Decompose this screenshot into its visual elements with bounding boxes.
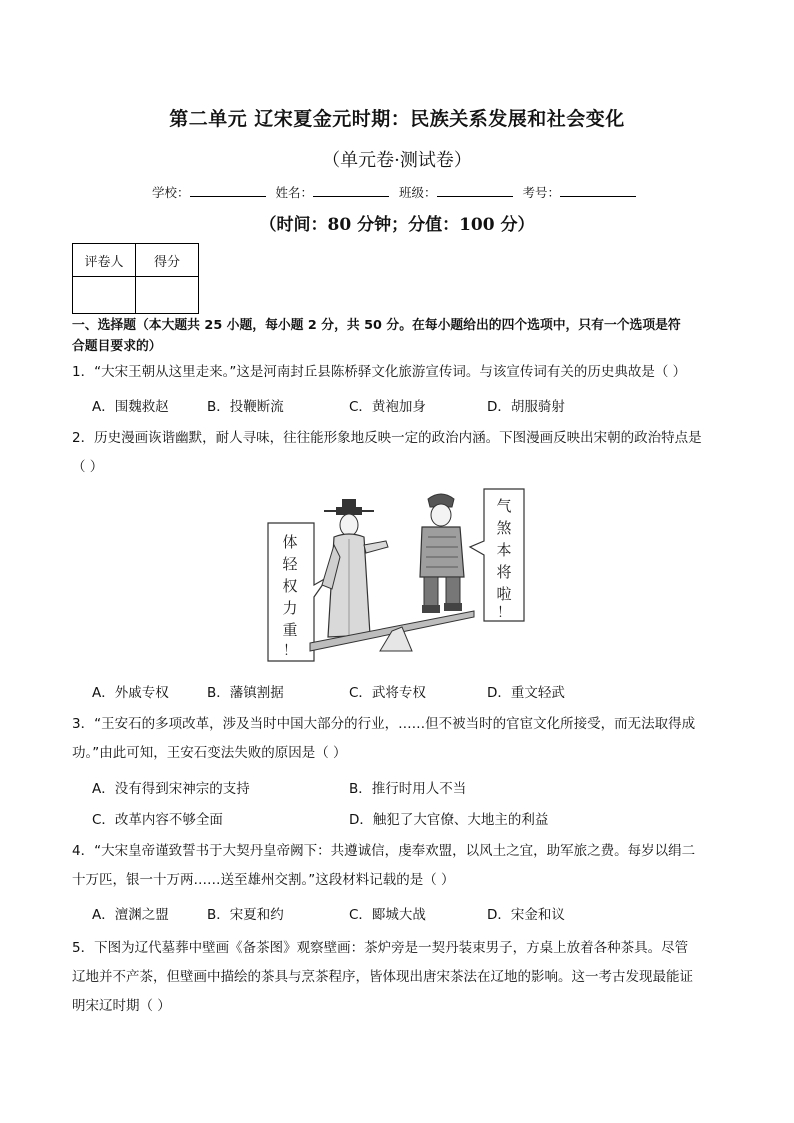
school-label: 学校： (151, 185, 190, 200)
score-header: 得分 (136, 244, 199, 277)
number-blank[interactable] (560, 184, 636, 197)
right-bubble-char-2: 煞 (496, 519, 512, 537)
page-title: 第二单元 辽宋夏金元时期：民族关系发展和社会变化 (169, 108, 625, 130)
question-5-text-cont-2: 明宋辽时期（ ） (72, 998, 171, 1014)
right-bubble-char-6: ！ (497, 605, 511, 621)
section-heading: 一、选择题（本大题共 25 小题，每小题 2 分，共 50 分。在每小题给出的四个选项中，只有一个选项是符 (72, 318, 681, 333)
q3-option-c[interactable]: C．改革内容不够全面 (92, 812, 223, 828)
number-label: 考号： (522, 185, 560, 200)
question-2-text-cont: （ ） (72, 459, 104, 475)
scholar-official-figure (322, 499, 388, 637)
section-heading-cont: 合题目要求的） (72, 339, 162, 354)
military-general-figure (420, 494, 464, 613)
question-1-text: 1．“大宋王朝从这里走来。”这是河南封丘县陈桥驿文化旅游宣传词。与该宣传词有关的历史典故是（ ） (72, 364, 687, 380)
right-bubble-char-1: 气 (496, 497, 512, 515)
left-bubble-char-6: ！ (283, 643, 297, 659)
right-bubble-char-5: 啦 (496, 585, 512, 603)
q4-option-a[interactable]: A．澶渊之盟 (92, 907, 169, 923)
q4-option-b[interactable]: B．宋夏和约 (207, 907, 284, 923)
name-label: 姓名： (275, 185, 313, 200)
political-cartoon (262, 485, 528, 665)
time-score-line: （时间：80 分钟；分值：100 分） (259, 215, 535, 235)
q3-option-d[interactable]: D．触犯了大官僚、大地主的利益 (349, 812, 549, 828)
q4-option-c[interactable]: C．郾城大战 (349, 907, 426, 923)
school-blank[interactable] (190, 184, 266, 197)
q1-option-d[interactable]: D．胡服骑射 (487, 399, 565, 415)
page-subtitle: （单元卷·测试卷） (322, 150, 472, 171)
left-bubble-char-5: 重 (282, 621, 298, 639)
right-bubble-char-3: 本 (496, 541, 512, 559)
grader-header: 评卷人 (73, 244, 136, 277)
right-bubble-char-4: 将 (496, 563, 512, 581)
grader-cell[interactable] (73, 277, 136, 314)
q1-option-a[interactable]: A．围魏救赵 (92, 399, 169, 415)
q1-option-b[interactable]: B．投鞭断流 (207, 399, 284, 415)
score-cell[interactable] (136, 277, 199, 314)
q2-option-d[interactable]: D．重文轻武 (487, 685, 565, 701)
class-label: 班级： (398, 185, 437, 200)
question-5-text: 5．下图为辽代墓葬中壁画《备茶图》观察壁画：茶炉旁是一契丹装束男子，方桌上放着各种茶具。尽管 (72, 940, 689, 956)
left-bubble-char-4: 力 (282, 599, 298, 617)
q3-option-a[interactable]: A．没有得到宋神宗的支持 (92, 781, 250, 797)
q2-option-a[interactable]: A．外戚专权 (92, 685, 169, 701)
q2-option-b[interactable]: B．藩镇割据 (207, 685, 284, 701)
q3-option-b[interactable]: B．推行时用人不当 (349, 781, 467, 797)
question-3-text: 3．“王安石的多项改革，涉及当时中国大部分的行业，……但不被当时的官宦文化所接受，而无法取得成 (72, 716, 696, 732)
class-blank[interactable] (437, 184, 513, 197)
name-blank[interactable] (313, 184, 389, 197)
q4-option-d[interactable]: D．宋金和议 (487, 907, 565, 923)
score-table (72, 243, 199, 314)
left-bubble-char-1: 体 (282, 533, 298, 551)
q2-option-c[interactable]: C．武将专权 (349, 685, 426, 701)
question-3-text-cont: 功。”由此可知，王安石变法失败的原因是（ ） (72, 745, 347, 761)
question-4-text-cont: 十万匹，银一十万两……送至雄州交割。”这段材料记载的是（ ） (72, 872, 455, 888)
student-info-line (0, 183, 794, 201)
question-5-text-cont: 辽地并不产茶，但壁画中描绘的茶具与烹茶程序，皆体现出唐宋茶法在辽地的影响。这一考古发现最能证 (72, 969, 693, 985)
left-bubble-char-3: 权 (282, 577, 298, 595)
question-4-text: 4．“大宋皇帝谨致誓书于大契丹皇帝阙下：共遵诚信，虔奉欢盟，以风土之宜，助军旅之费。每岁以绢二 (72, 843, 696, 859)
left-bubble-char-2: 轻 (282, 555, 298, 573)
left-speech-bubble (268, 523, 328, 661)
q1-option-c[interactable]: C．黄袍加身 (349, 399, 426, 415)
question-2-text: 2．历史漫画诙谐幽默，耐人寻味，往往能形象地反映一定的政治内涵。下图漫画反映出宋朝的政治特点是 (72, 430, 702, 446)
